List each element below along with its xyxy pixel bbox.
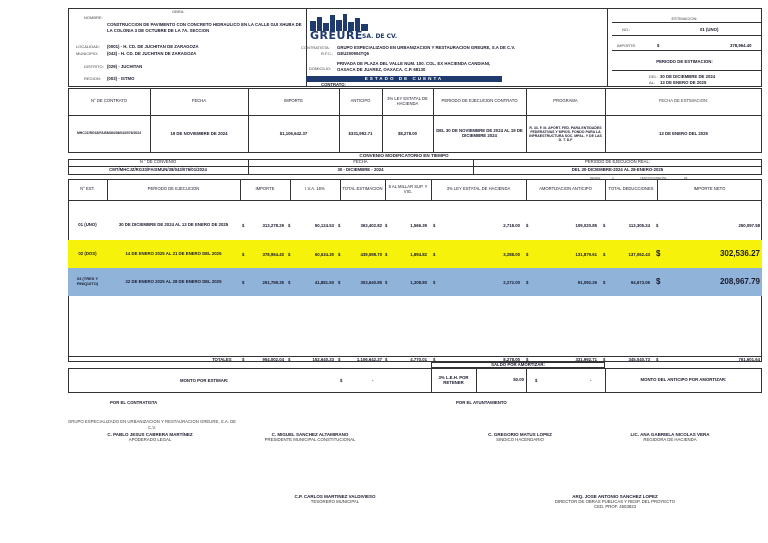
row-periodo: 22 DE ENERO 2025 AL 28 DE ENERO DEL 2025 [125,278,222,284]
company-logo [310,13,405,41]
signature-block [590,432,750,442]
row-cur: $ [288,280,291,285]
municipio-label: MUNICIPIO: [76,51,99,56]
row-cur: $ [603,252,606,257]
row-total: 303,640.85 [360,280,382,285]
row-cur: $ [656,277,661,286]
row-cur: $ [338,252,341,257]
row-cur: $ [656,249,661,258]
est-col-importe-header: IMPORTE [255,186,275,192]
tot-cur: $ [338,356,341,362]
signature-block [70,432,230,442]
convenio-no-value: CMT/MHCJZ/RG33/FAISMUN/38/043/076/01/2024 [109,167,207,173]
domicilio-value: PRIVADA DE PLAZA DEL VALLE NUM. 100. COL. EX HACIENDA CANDIANI, OAXACA DE JUAREZ, OAXACA. C.P. 68130 [337,61,491,72]
row-cur: $ [288,223,291,228]
totales-ley: 8,278.00 [503,356,520,362]
contratista-label: CONTRATISTA: [301,45,330,50]
row-importe: 378,964.40 [262,252,284,257]
estimacion-label: ESTIMACION: [671,16,698,21]
signature-name: ARQ. JOSE ANTONIO SANCHEZ LOPEZ [572,494,658,499]
convenio-fecha-value: 30 - DICIEMBRE - 2024 [337,167,384,173]
contrato-number: MHCJZ/RG33/FAISMUN/38/043/076/2024 [76,131,142,136]
col-fecha-estimacion-header: FECHA DE ESTIMACION: [658,98,709,104]
saldo-label: SALDO POR AMORTIZAR: [491,361,545,367]
row-millar: 1,894.82 [410,252,427,257]
signature-block [255,494,415,504]
convenio-no-label: N ° DE CONVENIO [139,159,177,165]
signature-role: TESORERO MUNICIPAL [310,499,360,504]
est-col-total-header: TOTAL ESTIMACION [342,186,383,192]
col-ley-header: 3% LEY ESTATAL DE HACIENDA [387,95,428,106]
signature-block [440,432,600,442]
row-cur: $ [242,280,245,285]
row-iva: 41,881.50 [314,280,334,285]
col-anticipo-header: ANTICIPO [350,98,371,104]
row-cur: $ [433,252,436,257]
signature-name: C. GREGORIO MATUS LOPEZ [488,432,552,437]
saldo-cur: $ [535,378,538,383]
row-importe: 313,278.29 [262,223,284,228]
importe-currency: $ [657,43,660,48]
row-iva: 50,124.53 [314,223,334,228]
row-cur: $ [338,223,341,228]
convenio-periodo-value: DEL 30-DICIEMBRE-2024 AL 28-ENERO-2025 [571,167,664,173]
row-cur: $ [385,280,388,285]
contrato-ley: $8,278.00 [397,130,418,136]
row-cur: $ [338,280,341,285]
logo-text: GREURE [310,29,363,42]
nombre-value: CONSTRUCCION DE PAVIMENTO CON CONCRETO HIDRAULICO EN LA CALLE GUI XHUBA DE LA COLONIA 3 DE OCTUBRE DE LA 7A. SECCION [107,22,302,33]
localidad-label: LOCALIDAD: [76,44,100,49]
nombre-label: NOMBRE: [84,15,103,20]
totales-iva: 152,640.33 [312,356,334,362]
row-cur: $ [242,223,245,228]
row-cur: $ [603,280,606,285]
convenio-fecha-label: FECHA [353,159,368,165]
col-fecha-header: FECHA [191,98,207,104]
contrato-fecha: 19 DE NOVIEMBRE DE 2024 [170,130,228,136]
row-cur: $ [385,223,388,228]
row-total: 363,402.82 [360,223,382,228]
del-value: 30 DE DICIEMBRE DE 2024 [660,74,716,79]
est-col-periodo-header: PERIODO DE EJECUCION [147,186,200,192]
row-cur: $ [288,252,291,257]
row-neto: 250,097.58 [738,223,760,228]
domicilio-label: DOMICILIO: [309,66,332,71]
al-value: 13 DE ENERO DE 2025 [660,80,707,85]
row-cur: $ [433,280,436,285]
convenio-title: CONVENIO MODIFICATORIO EN TIEMPO [359,153,449,159]
distrito-label: DISTRITO: [84,64,104,69]
totales-importe: 954,002.04 [262,356,284,362]
row-ley: 3,288.00 [503,252,520,257]
signature-role: APODERADO LEGAL [128,437,172,442]
row-cur: $ [526,252,529,257]
est-col-iva-header: I.V.A. 16% [305,186,325,192]
row-importe: 261,759.35 [262,280,284,285]
distrito-value: (029) - JUCHITAN [107,64,143,69]
rfc-label: R.F.C.: [321,51,334,56]
table-row [68,215,762,235]
convenio-dia-hasta: 29 [684,176,688,180]
contrato-programa: R. 33. F. III. APORT. FED. PARA ENTIDADES FEDERATIVAS Y MPIOS. FONDO PARA LA INFRAESTRUCTURA SOC. MPAL. Y DE LAS D. T. D.F [529,125,602,143]
table-row [68,240,762,268]
row-no: 03 (TRES Y FINIQUITO) [76,276,99,286]
table-row [68,268,762,296]
signature-block [530,494,700,509]
signature-role: SINDICO HACENDARIO [496,437,544,442]
row-millar: 1,308.80 [410,280,427,285]
totals-row [68,356,762,362]
totales-deduc: 345,040.73 [628,356,650,362]
saldo-value: - [590,378,592,383]
contrato-label: CONTRATO: [321,81,346,87]
row-cur: $ [433,223,436,228]
tot-cur: $ [656,356,659,362]
signature-name: C. MIGUEL SANCHEZ ALTAMIRANO [271,432,349,437]
contrato-periodo: DEL 30 DE NOVIEMBRE DE 2024 AL 19 DE DICIEMBRE 2024 [436,128,523,138]
signature-block [230,432,390,442]
convenio-periodo-label: PERIODO DE EJECUCION REAL: [585,159,650,165]
est-col-no-header: N° EST. [80,186,95,192]
totales-label: TOTALES [212,356,232,362]
convenio-dia-desde: 2 [612,176,614,180]
est-col-neto-header: IMPORTE NETO [693,186,726,192]
signature-name: C.P. CARLOS MARTINEZ VALDIVIESO [294,494,376,499]
row-periodo: 14 DE ENERO 2025 AL 21 DE ENERO DEL 2025 [125,250,222,256]
signature-role: DIRECTOR DE OBRAS PUBLICAS Y RESP. DEL PROYECTO [554,499,676,504]
tot-cur: $ [433,356,436,362]
row-periodo: 30 DE DICIEMBRE DE 2024 AL 13 DE ENERO DE 2025 [118,221,229,227]
monto-anticipo-label: MONTO DEL ANTICIPO POR AMORTIZAR: [640,377,727,383]
row-deduc: 113,305.24 [628,223,650,228]
signature-role: REGIDORA DE HACIENDA [643,437,697,442]
row-neto: 302,536.27 [719,249,760,258]
row-cur: $ [526,280,529,285]
row-deduc: 137,062.43 [628,252,650,257]
row-cur: $ [526,223,529,228]
contrato-importe: $1,106,642.37 [279,130,308,136]
row-iva: 60,634.30 [314,252,334,257]
row-amort: 109,020.85 [575,223,597,228]
tot-cur: $ [242,356,245,362]
row-cur: $ [242,252,245,257]
row-amort: 131,879.61 [575,252,597,257]
convenio-desde: DESDE [590,176,601,180]
est-col-ley-header: 3% LEY ESTATAL DE HACIENDA [446,186,511,192]
region-value: (003) - ISTMO [107,76,135,81]
row-no: 02 (DOS) [78,250,97,256]
row-cur: $ [385,252,388,257]
row-ley: 2,272.00 [503,280,520,285]
no-value: 01 (UNO) [700,27,719,32]
contratista-value: GRUPO ESPECIALIZADO EN URBANIZACION Y RESTAURACION GREURE, S.A DE C.V. [337,45,516,50]
totales-amort: 331,992.71 [575,356,597,362]
row-cur: $ [656,223,659,228]
contrato-fecha-estimacion: 13 DE ENERO DEL 2025 [659,130,708,136]
totales-total: 1,106,642.37 [356,356,382,362]
localidad-value: (0001) - H. CD. DE JUCHITAN DE ZARAGOZA [107,44,199,49]
empresa-text: GRUPO ESPECIALIZADO EN URBANIZACION Y RESTAURACION GREURE, S.A. DE C.V. [67,419,237,430]
est-col-amort-header: AMORTIZACION ANTICIPO [539,186,592,192]
row-no: 01 (UNO) [78,221,97,227]
tot-cur: $ [526,356,529,362]
row-cur: $ [603,223,606,228]
col-importe-header: IMPORTE [283,98,303,104]
row-total: 439,598.70 [360,252,382,257]
row-neto: 208,967.79 [719,277,760,286]
no-label: NO.: [622,27,631,32]
contrato-anticipo: $331,992.71 [348,130,373,136]
row-amort: 91,092.26 [577,280,597,285]
retener-label: 3% L.E.H. POR RETENER [438,374,469,385]
totales-neto: 761,601.64 [738,356,760,362]
estado-cuenta-title: ESTADO DE CUENTA [306,76,502,82]
tot-cur: $ [288,356,291,362]
retener-value: $0.00 [513,377,524,383]
col-programa-header: PROGRAMA [553,98,578,104]
importe-value: 378,964.40 [730,43,752,48]
col-contrato-header: N° DE CONTRATO [91,98,127,104]
tot-cur: $ [385,356,388,362]
monto-estimar-label: MONTO POR ESTIMAR: [180,378,229,383]
logo-suffix: SA. DE CV. [362,33,398,40]
row-ley: 2,718.00 [503,223,520,228]
importe-label: IMPORTE: [617,43,637,48]
est-col-millar-header: 5 AL MILLAR SUP. Y VIG. [388,183,428,194]
signature-role: PRESIDENTE MUNICIPAL CONSTITUCIONAL [264,437,356,442]
row-deduc: 94,673.06 [630,280,650,285]
periodo-estimacion-label: PERIODO DE ESTIMACION: [656,59,713,64]
al-label: AL: [649,80,656,85]
tot-cur: $ [603,356,606,362]
rfc-value: GEU200904TQ6 [337,51,370,56]
monto-estimar-value: - [372,378,374,383]
monto-estimar-cur: $ [340,378,343,383]
signature-name: C. PABLO JESUS CABRERA MARTÍNEZ [107,432,193,437]
row-millar: 1,566.39 [410,223,427,228]
signature-cedula: CED. PROF. 4503823 [593,504,637,509]
totales-millar: 4,770.01 [410,356,427,362]
est-col-deduc-header: TOTAL DEDUCCIONES [608,186,654,192]
municipio-value: (043) - H. CD. DE JUCHITAN DE ZARAGOZA [107,51,197,56]
obra-label: OBRA: [172,9,185,14]
del-label: DEL: [649,74,658,79]
signature-name: LIC. ANA GABRIELA NICOLAS VERA [630,432,710,437]
region-label: REGION: [84,76,101,81]
por-contratista-label: POR EL CONTRATISTA [110,400,158,405]
col-periodo-header: PERIODO DE EJECUCION CONTRATO [441,98,518,104]
convenio-hasta: TENTATIVAMENTE [640,176,667,180]
por-ayuntamiento-label: POR EL AYUNTAMIENTO [456,400,507,405]
